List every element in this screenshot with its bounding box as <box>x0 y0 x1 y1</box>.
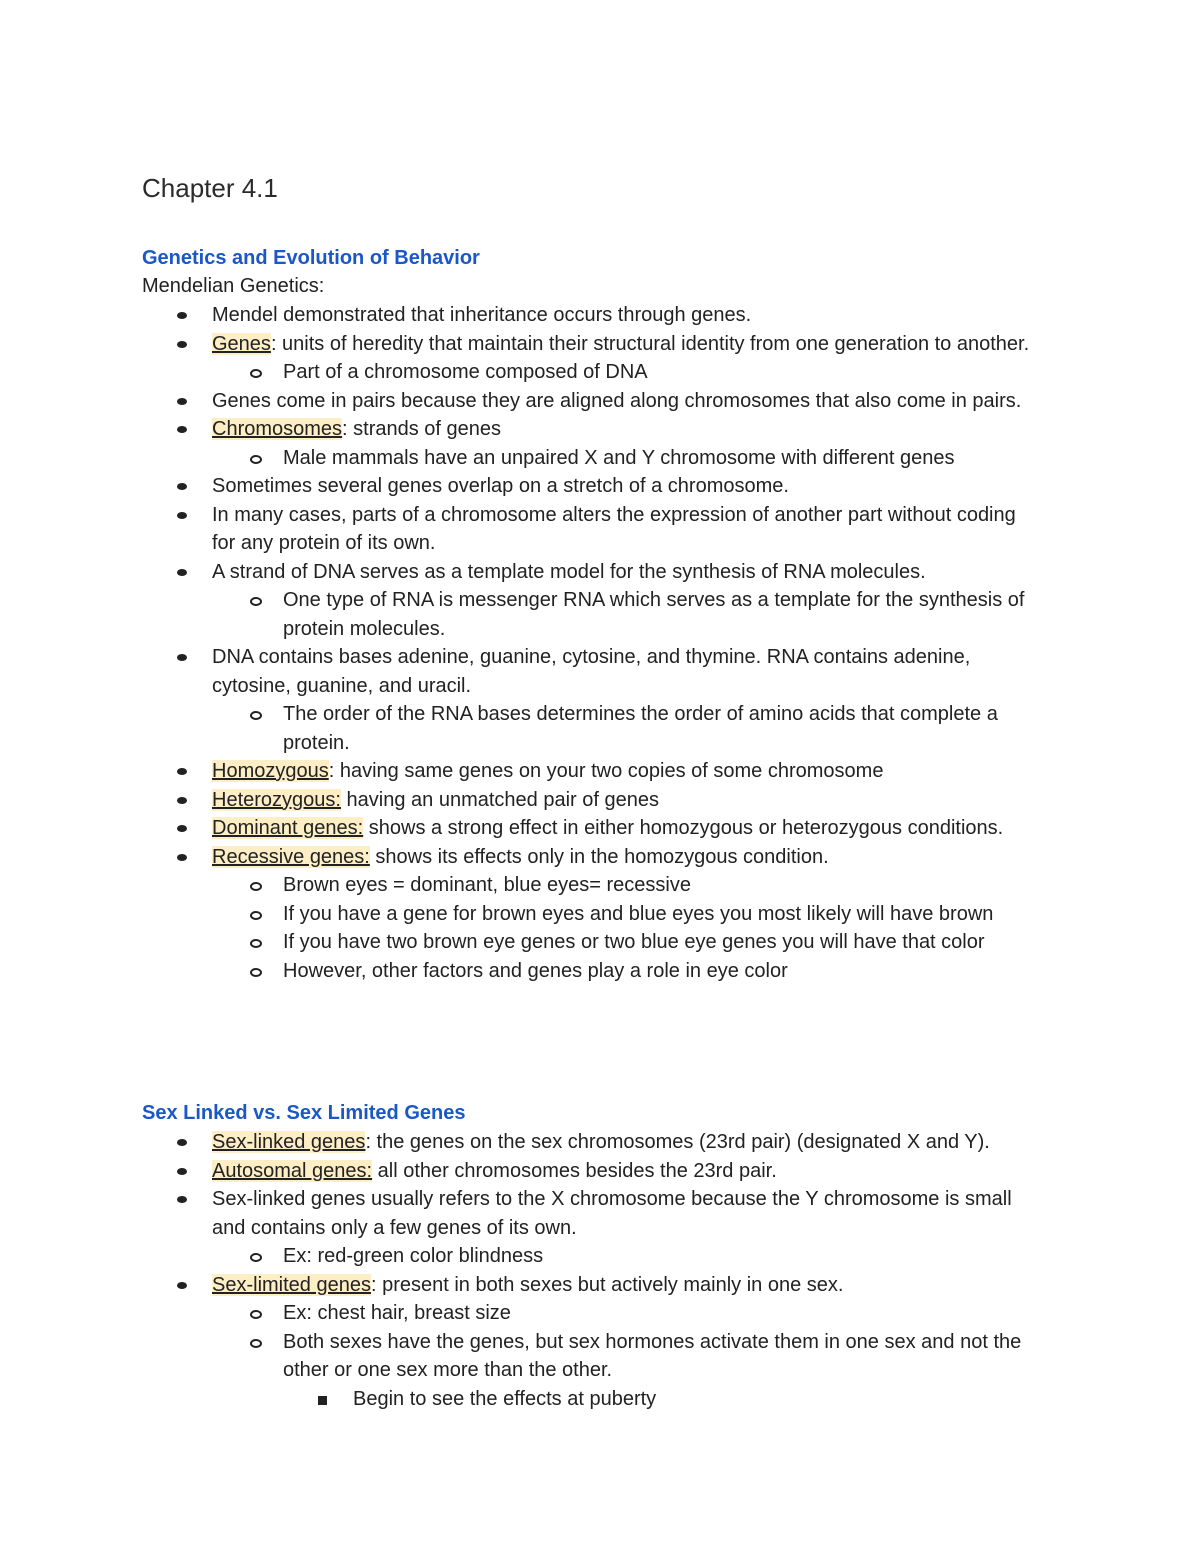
list-item <box>0 928 1063 957</box>
list-item <box>0 472 1042 501</box>
list-item <box>0 586 1063 643</box>
list-item-text: DNA contains bases adenine, guanine, cytosine, and thymine. RNA contains adenine, cytosine, guanine, and uracil. <box>212 646 971 697</box>
list-item-text: Begin to see the effects at puberty <box>353 1387 657 1410</box>
list-item <box>0 1157 1042 1186</box>
list-item-text: having an unmatched pair of genes <box>340 788 659 811</box>
list-item <box>0 358 1063 387</box>
list-item <box>0 1185 1042 1242</box>
list-item <box>0 501 1042 558</box>
bullet-icon <box>177 512 187 519</box>
circle-bullet-icon <box>250 882 262 891</box>
list-item-text: : the genes on the sex chromosomes (23rd pair) (designated X and Y). <box>365 1131 990 1153</box>
list-item-text: Ex: chest hair, breast size <box>283 1302 511 1324</box>
circle-bullet-icon <box>250 1310 262 1319</box>
list-item <box>0 700 1063 757</box>
bullet-icon <box>177 569 187 576</box>
list-item-text: all other chromosomes besides the 23rd pair. <box>372 1159 777 1182</box>
list-item-text: Ex: red-green color blindness <box>283 1245 544 1267</box>
list-item-text: The order of the RNA bases determines the order of amino acids that complete a protein. <box>283 703 998 754</box>
circle-bullet-icon <box>250 1339 262 1348</box>
list-item-text: Both sexes have the genes, but sex hormones activate them in one sex and not the other or one sex more than the other. <box>283 1330 1022 1381</box>
circle-bullet-icon <box>250 939 262 948</box>
list-item <box>0 643 1042 700</box>
section-heading-sex-linked: Sex Linked vs. Sex Limited Genes <box>142 1102 466 1124</box>
list-item-text: In many cases, parts of a chromosome alters the expression of another part without coding for any protein of its own. <box>212 503 1016 554</box>
bullet-icon <box>177 797 187 804</box>
highlighted-term: Autosomal genes: <box>212 1159 373 1182</box>
list-item <box>0 1385 1053 1414</box>
list-item <box>0 757 1042 786</box>
list-item-text: shows its effects only in the homozygous condition. <box>369 845 829 868</box>
list-item-text: Sometimes several genes overlap on a stretch of a chromosome. <box>212 475 789 497</box>
highlighted-term: Heterozygous: <box>212 788 341 811</box>
bullet-icon <box>177 1139 187 1146</box>
list-item-text: However, other factors and genes play a role in eye color <box>283 959 788 982</box>
bullet-icon <box>177 398 187 405</box>
list-item <box>0 900 1063 929</box>
list-item-text: If you have a gene for brown eyes and blue eyes you most likely will have brown <box>283 902 994 925</box>
list-item <box>0 558 1042 587</box>
circle-bullet-icon <box>250 597 262 606</box>
list-item <box>0 843 1042 872</box>
list-item-text: Sex-linked genes usually refers to the X chromosome because the Y chromosome is small and contains only a few genes of its own. <box>212 1188 1012 1239</box>
list-item <box>0 1328 1063 1385</box>
bullet-icon <box>177 654 187 661</box>
circle-bullet-icon <box>250 455 262 464</box>
bullet-icon <box>177 426 187 433</box>
list-item <box>0 301 1042 330</box>
list-item <box>0 1242 1063 1271</box>
list-item-text: Part of a chromosome composed of DNA <box>283 361 648 383</box>
highlighted-term: Sex-limited genes <box>212 1273 371 1296</box>
circle-bullet-icon <box>250 968 262 977</box>
highlighted-term: Genes <box>212 332 271 355</box>
section-heading-genetics: Genetics and Evolution of Behavior <box>142 247 480 269</box>
list-item <box>0 330 1042 359</box>
list-item-text: : having same genes on your two copies of some chromosome <box>328 760 884 782</box>
subheading-mendelian: Mendelian Genetics: <box>142 275 325 297</box>
list-item <box>0 814 1042 843</box>
list-item-text: Male mammals have an unpaired X and Y chromosome with different genes <box>283 446 955 469</box>
list-item <box>0 444 1063 473</box>
bullet-icon <box>177 1168 187 1175</box>
list-item-text: shows a strong effect in either homozygous or heterozygous conditions. <box>363 817 1004 839</box>
bullet-icon <box>177 341 187 348</box>
highlighted-term: Sex-linked genes <box>212 1131 366 1153</box>
list-item-text: Brown eyes = dominant, blue eyes= recessive <box>283 874 691 896</box>
list-item <box>0 871 1063 900</box>
list-item <box>0 1299 1063 1328</box>
highlighted-term: Recessive genes: <box>212 845 370 868</box>
list-item <box>0 415 1042 444</box>
list-item-text: A strand of DNA serves as a template model for the synthesis of RNA molecules. <box>212 560 926 583</box>
bullet-icon <box>177 825 187 832</box>
list-item-text: If you have two brown eye genes or two blue eye genes you will have that color <box>283 931 985 953</box>
list-item <box>0 1128 1042 1157</box>
circle-bullet-icon <box>250 711 262 720</box>
list-item-text: One type of RNA is messenger RNA which serves as a template for the synthesis of protein molecules. <box>283 589 1025 640</box>
list-item <box>0 387 1042 416</box>
list-item <box>0 957 1063 986</box>
list-item <box>0 786 1042 815</box>
square-bullet-icon <box>318 1396 327 1405</box>
bullet-icon <box>177 854 187 861</box>
highlighted-term: Dominant genes: <box>212 817 364 839</box>
list-item <box>0 1271 1042 1300</box>
circle-bullet-icon <box>250 1253 262 1262</box>
list-item-text: : present in both sexes but actively mainly in one sex. <box>370 1273 844 1296</box>
bullet-icon <box>177 483 187 490</box>
circle-bullet-icon <box>250 369 262 378</box>
highlighted-term: Chromosomes <box>212 418 343 440</box>
bullet-icon <box>177 312 187 319</box>
bullet-list-sex-linked <box>0 1128 1200 1413</box>
list-item-text: Genes come in pairs because they are aligned along chromosomes that also come in pairs. <box>212 389 1022 412</box>
bullet-icon <box>177 768 187 775</box>
list-item-text: Mendel demonstrated that inheritance occurs through genes. <box>212 304 752 326</box>
list-item-text: : strands of genes <box>342 418 502 440</box>
bullet-list-genetics <box>0 301 1200 985</box>
highlighted-term: Homozygous <box>212 760 329 782</box>
bullet-icon <box>177 1282 187 1289</box>
list-item-text: : units of heredity that maintain their structural identity from one generation to another. <box>270 332 1030 355</box>
bullet-icon <box>177 1196 187 1203</box>
circle-bullet-icon <box>250 911 262 920</box>
page-title: Chapter 4.1 <box>142 173 278 203</box>
